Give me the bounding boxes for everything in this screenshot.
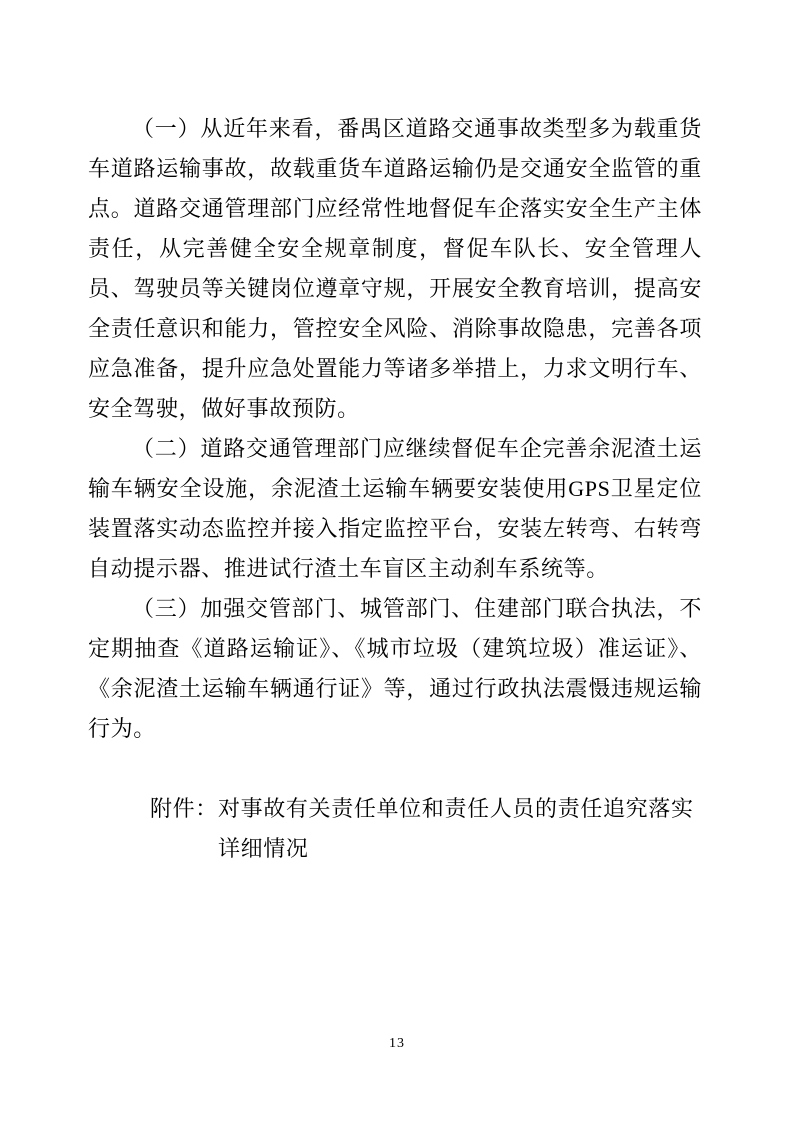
attachment-note <box>88 789 702 869</box>
attachment-line-1: 对事故有关责任单位和责任人员的责任追究落实 <box>217 796 694 821</box>
attachment-text <box>218 789 694 869</box>
page-number: 13 <box>389 1036 405 1051</box>
paragraph-3: （三）加强交管部门、城管部门、住建部门联合执法，不定期抽查《道路运输证》、《城市垃圾（建筑垃圾）准运证》、《余泥渣土运输车辆通行证》等，通过行政执法震慑违规运输行为。 <box>88 596 702 741</box>
attachment-label: 附件： <box>150 796 218 821</box>
paragraph-2: （二）道路交通管理部门应继续督促车企完善余泥渣土运输车辆安全设施，余泥渣土运输车辆要安装使用GPS卫星定位装置落实动态监控并接入指定监控平台，安装左转弯、右转弯自动提示器、推进试行渣土车盲区主动刹车系统等。 <box>88 436 702 581</box>
paragraph-1: （一）从近年来看，番禺区道路交通事故类型多为载重货车道路运输事故，故载重货车道路运输仍是交通安全监管的重点。道路交通管理部门应经常性地督促车企落实安全生产主体责任，从完善健全安全规章制度，督促车队长、安全管理人员、驾驶员等关键岗位遵章守规，开展安全教育培训，提高安全责任意识和能力，管控安全风险、消除事故隐患，完善各项应急准备，提升应急处置能力等诸多举措上，力求文明行车、安全驾驶，做好事故预防。 <box>88 116 702 421</box>
attachment-line-2: 详细情况 <box>217 836 309 861</box>
document-body <box>88 109 702 869</box>
